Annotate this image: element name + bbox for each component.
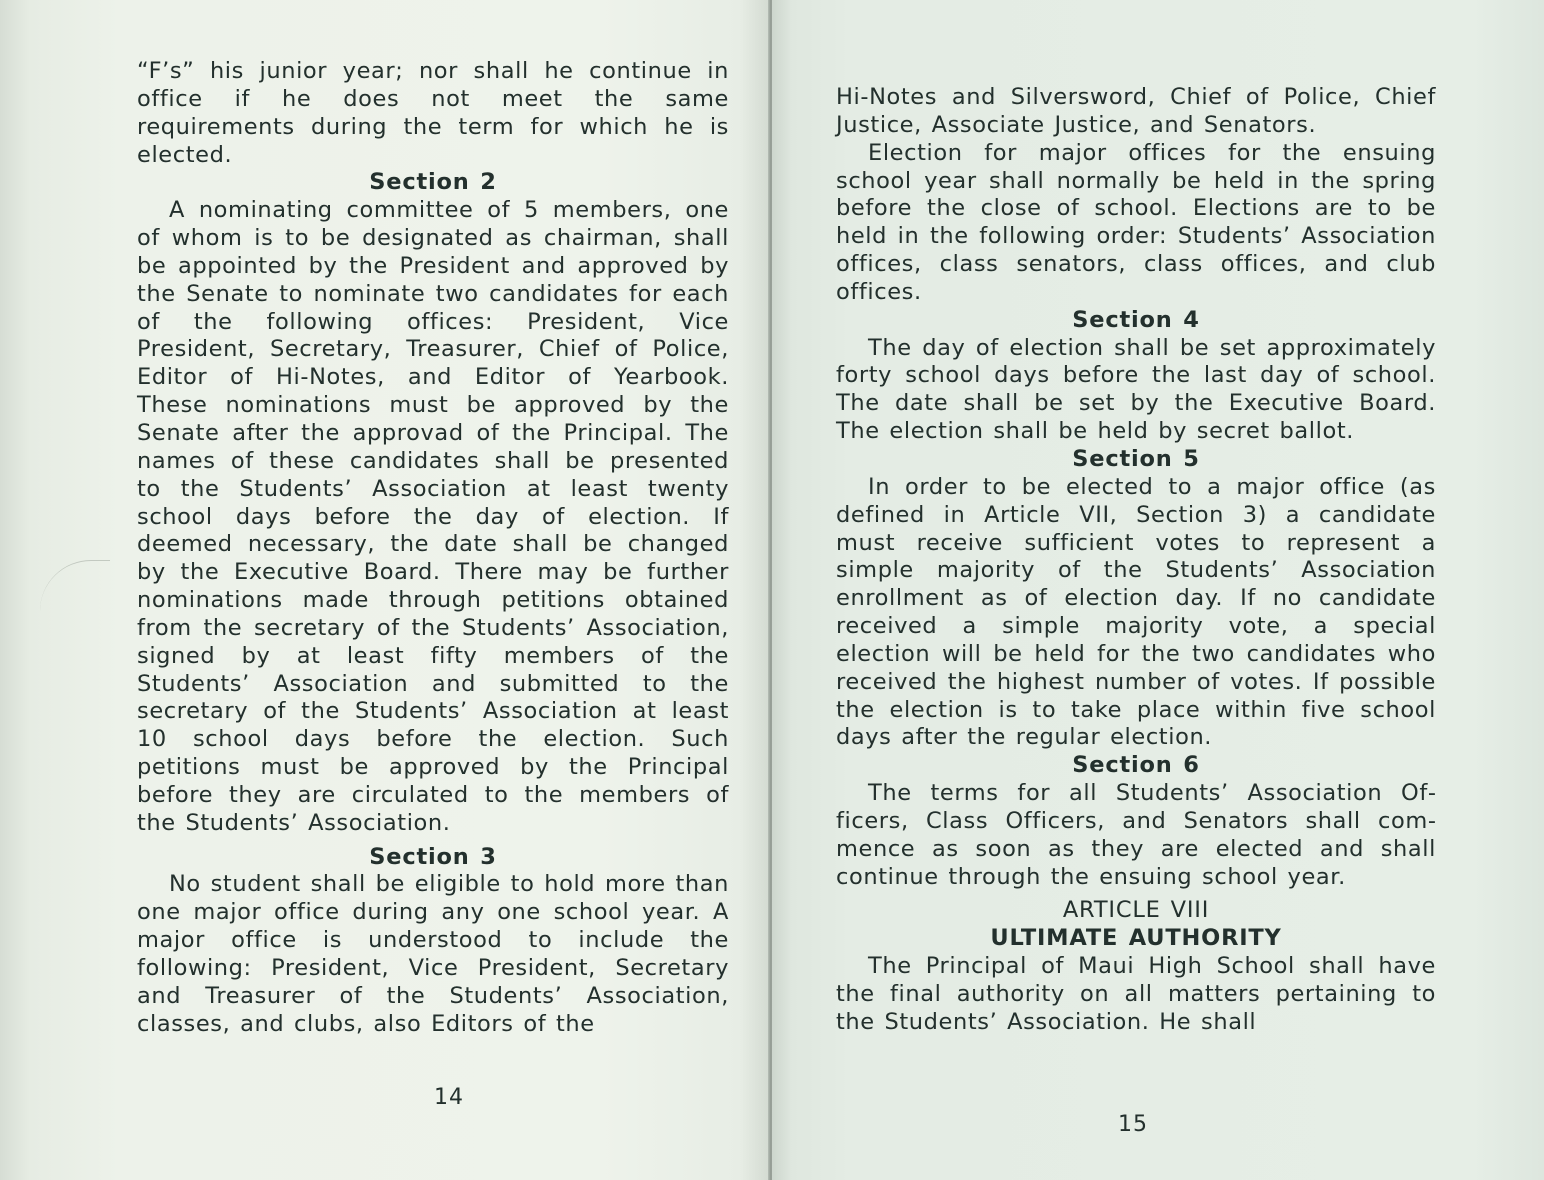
continuation-paragraph: “F’s” his junior year; nor shall he continue in office if he does not meet the same requirements during the term for which he is elected.	[137, 58, 729, 168]
article-viii-heading: ARTICLE VIII	[1062, 897, 1210, 924]
continuation-paragraph-right: Hi-Notes and Silversword, Chief of Police, Chief Justice, Associate Justice, and Senators.	[836, 84, 1436, 138]
section-3-heading: Section 3	[369, 843, 497, 870]
right-page-text-column	[836, 84, 1436, 1037]
section-2-heading: Section 2	[369, 169, 497, 196]
page-number-left: 14	[434, 1085, 464, 1110]
election-paragraph: Election for major offices for the ensuing school year shall normally be held in the spring before the close of school. Elections are to be held in the following order: Students’ Association offices, class senators, class offices, and club offices.	[836, 139, 1436, 305]
page-number-right: 15	[1118, 1112, 1148, 1137]
section-4-heading: Section 4	[1072, 306, 1200, 333]
section-5-heading: Section 5	[1072, 445, 1200, 472]
page-edge-fold-mark	[40, 560, 110, 611]
section-4-paragraph: The day of election shall be set approximately forty school days before the last day of school. The date shall be set by the Executive Board. The election shall be held by secret ballot.	[836, 334, 1436, 445]
article-viii-paragraph: The Principal of Maui High School shall have the final authority on all matters pertaining to the Students’ Association. He shall	[836, 953, 1436, 1035]
section-6-heading: Section 6	[1072, 752, 1200, 779]
section-6-paragraph: The terms for all Students’ Association Officers, Class Officers, and Senators shall commence as soon as they are elected and shall continue through the ensuing school year.	[836, 780, 1436, 890]
left-page	[0, 0, 770, 1180]
section-3-paragraph: No student shall be eligible to hold more than one major office during any one school year. A major office is understood to include the following: President, Vice President, Secretary and Treasurer of the Students’ Association, classes, and clubs, also Editors of the	[137, 871, 729, 1037]
article-viii-title: ULTIMATE AUTHORITY	[990, 925, 1282, 952]
left-page-text-column	[137, 58, 729, 1039]
section-5-paragraph: In order to be elected to a major office (as defined in Article VII, Section 3) a candidate must receive sufficient votes to represent a simple majority of the Students’ Association enrollment as of election day. If no candidate received a simple majority vote, a special election will be held for the two candidates who received the highest number of votes. If possible the election is to take place within five school days after the regular election.	[836, 473, 1436, 751]
section-2-paragraph: A nominating committee of 5 members, one of whom is to be designated as chairman, shall be appointed by the President and approved by the Senate to nominate two candidates for each of the following offices: President, Vice President, Secretary, Treasurer, Chief of Police, Editor of Hi-Notes, and Editor of Yearbook. These nominations must be approved by the Senate after the approvad of the Principal. The names of these candidates shall be presented to the Students’ Association at least twenty school days before the day of election. If deemed necessary, the date shall be changed by the Executive Board. There may be further nominations made through petitions obtained from the secretary of the Students’ Association, signed by at least fifty members of the Students’ Association and submitted to the secretary of the Students’ Association at least 10 school days before the election. Such petitions must be approved by the Principal before they are circulated to the members of the Students’ Association.	[137, 197, 729, 836]
